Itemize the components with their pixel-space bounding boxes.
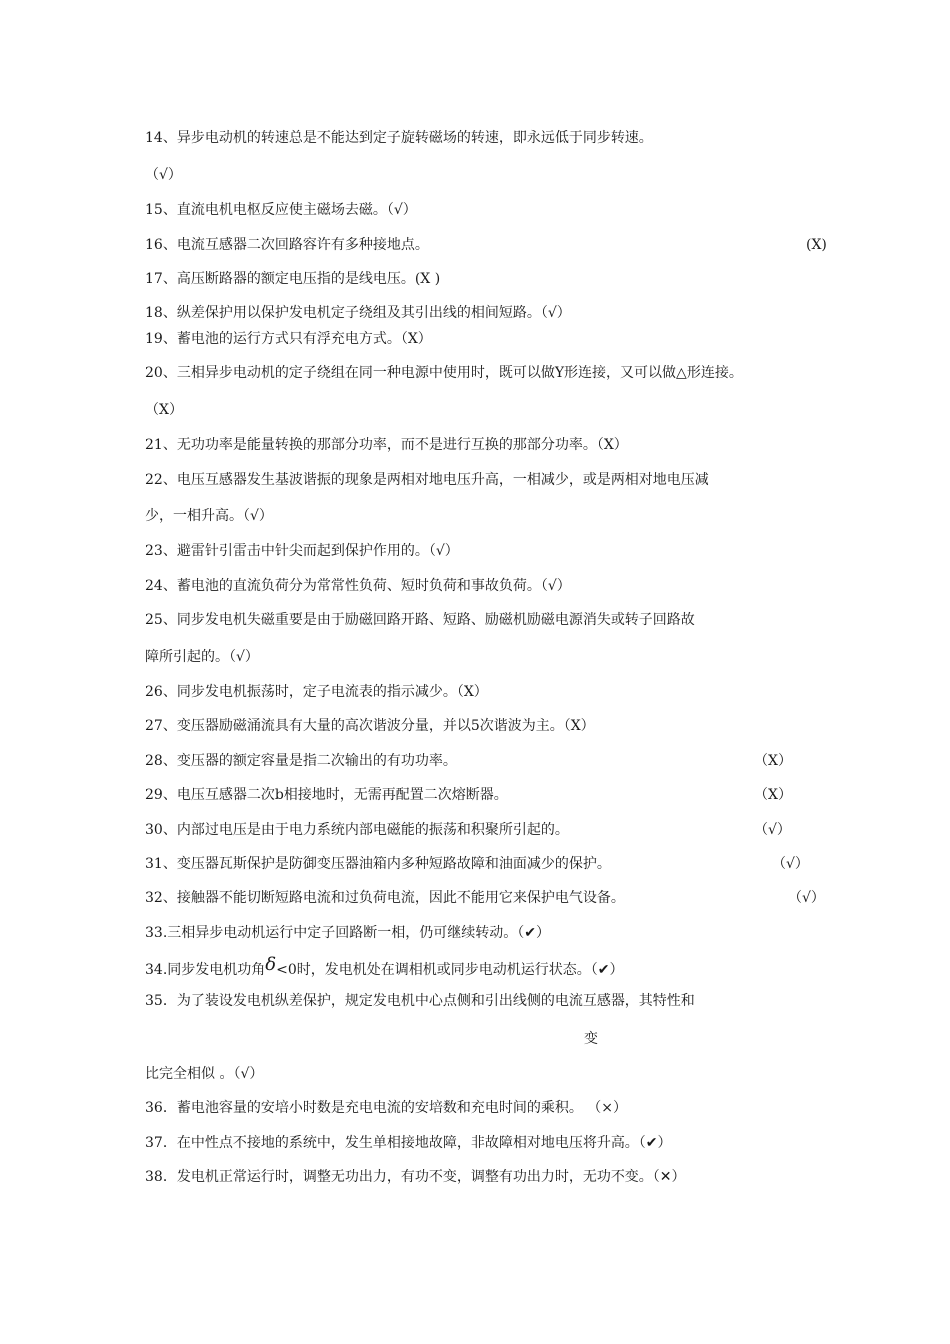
question-26: 26、同步发电机振荡时，定子电流表的指示减少。（X）: [145, 684, 488, 700]
question-20-line-2: （X）: [145, 402, 183, 418]
question-29-answer: （X）: [754, 787, 792, 803]
question-25-line-2: 障所引起的。（√）: [145, 649, 259, 665]
question-35-line-1: 35．为了装设发电机纵差保护，规定发电机中心点侧和引出线侧的电流互感器，其特性和: [145, 993, 695, 1009]
delta-symbol: δ: [265, 954, 277, 975]
question-28: 28、变压器的额定容量是指二次输出的有功功率。: [145, 753, 457, 769]
question-22-line-2: 少，一相升高。（√）: [145, 508, 273, 524]
question-31: 31、变压器瓦斯保护是防御变压器油箱内多种短路故障和油面减少的保护。: [145, 856, 611, 872]
question-35-line-2: 比完全相似 。（√）: [145, 1066, 264, 1082]
question-28-answer: （X）: [754, 753, 792, 769]
question-38: 38．发电机正常运行时，调整无功出力，有功不变，调整有功出力时，无功不变。（✕）: [145, 1169, 686, 1185]
question-20-line-1: 20、三相异步电动机的定子绕组在同一种电源中使用时，既可以做Y形连接，又可以做△形连接。: [145, 365, 743, 381]
question-34-prefix: 34.同步发电机功角: [145, 962, 266, 978]
question-24: 24、蓄电池的直流负荷分为常常性负荷、短时负荷和事故负荷。（√）: [145, 578, 571, 594]
question-29: 29、电压互感器二次b相接地时，无需再配置二次熔断器。: [145, 787, 508, 803]
question-25-line-1: 25、同步发电机失磁重要是由于励磁回路开路、短路、励磁机励磁电源消失或转子回路故: [145, 612, 695, 628]
question-31-answer: （√）: [772, 856, 809, 872]
question-27: 27、变压器励磁涌流具有大量的高次谐波分量，并以5次谐波为主。（X）: [145, 718, 595, 734]
question-32-answer: （√）: [788, 890, 825, 906]
question-34-suffix: <0时，发电机处在调相机或同步电动机运行状态。（✔）: [276, 962, 624, 978]
question-15: 15、直流电机电枢反应使主磁场去磁。（√）: [145, 202, 417, 218]
question-18: 18、纵差保护用以保护发电机定子绕组及其引出线的相间短路。（√）: [145, 305, 571, 321]
question-16: 16、电流互感器二次回路容许有多种接地点。: [145, 237, 429, 253]
question-16-answer: (X): [806, 237, 827, 253]
question-34: [145, 954, 624, 979]
question-37: 37．在中性点不接地的系统中，发生单相接地故障，非故障相对地电压将升高。（✔）: [145, 1135, 672, 1151]
question-32: 32、接触器不能切断短路电流和过负荷电流，因此不能用它来保护电气设备。: [145, 890, 625, 906]
question-30: 30、内部过电压是由于电力系统内部电磁能的振荡和积聚所引起的。: [145, 822, 569, 838]
question-36: 36．蓄电池容量的安培小时数是充电电流的安培数和充电时间的乘积。 （×）: [145, 1100, 627, 1116]
question-30-answer: （√）: [754, 822, 791, 838]
question-19: 19、蓄电池的运行方式只有浮充电方式。（X）: [145, 331, 432, 347]
question-23: 23、避雷针引雷击中针尖而起到保护作用的。（√）: [145, 543, 459, 559]
question-17: 17、高压断路器的额定电压指的是线电压。(X ): [145, 271, 441, 287]
question-14-line-2: （√）: [145, 167, 182, 183]
question-21: 21、无功功率是能量转换的那部分功率，而不是进行互换的那部分功率。（X）: [145, 437, 628, 453]
question-33: 33.三相异步电动机运行中定子回路断一相，仍可继续转动。（✔）: [145, 925, 550, 941]
question-22-line-1: 22、电压互感器发生基波谐振的现象是两相对地电压升高，一相减少，或是两相对地电压减: [145, 472, 709, 488]
question-35-wrap: 变: [584, 1031, 598, 1047]
question-14-line-1: 14、异步电动机的转速总是不能达到定子旋转磁场的转速，即永远低于同步转速。: [145, 130, 653, 146]
